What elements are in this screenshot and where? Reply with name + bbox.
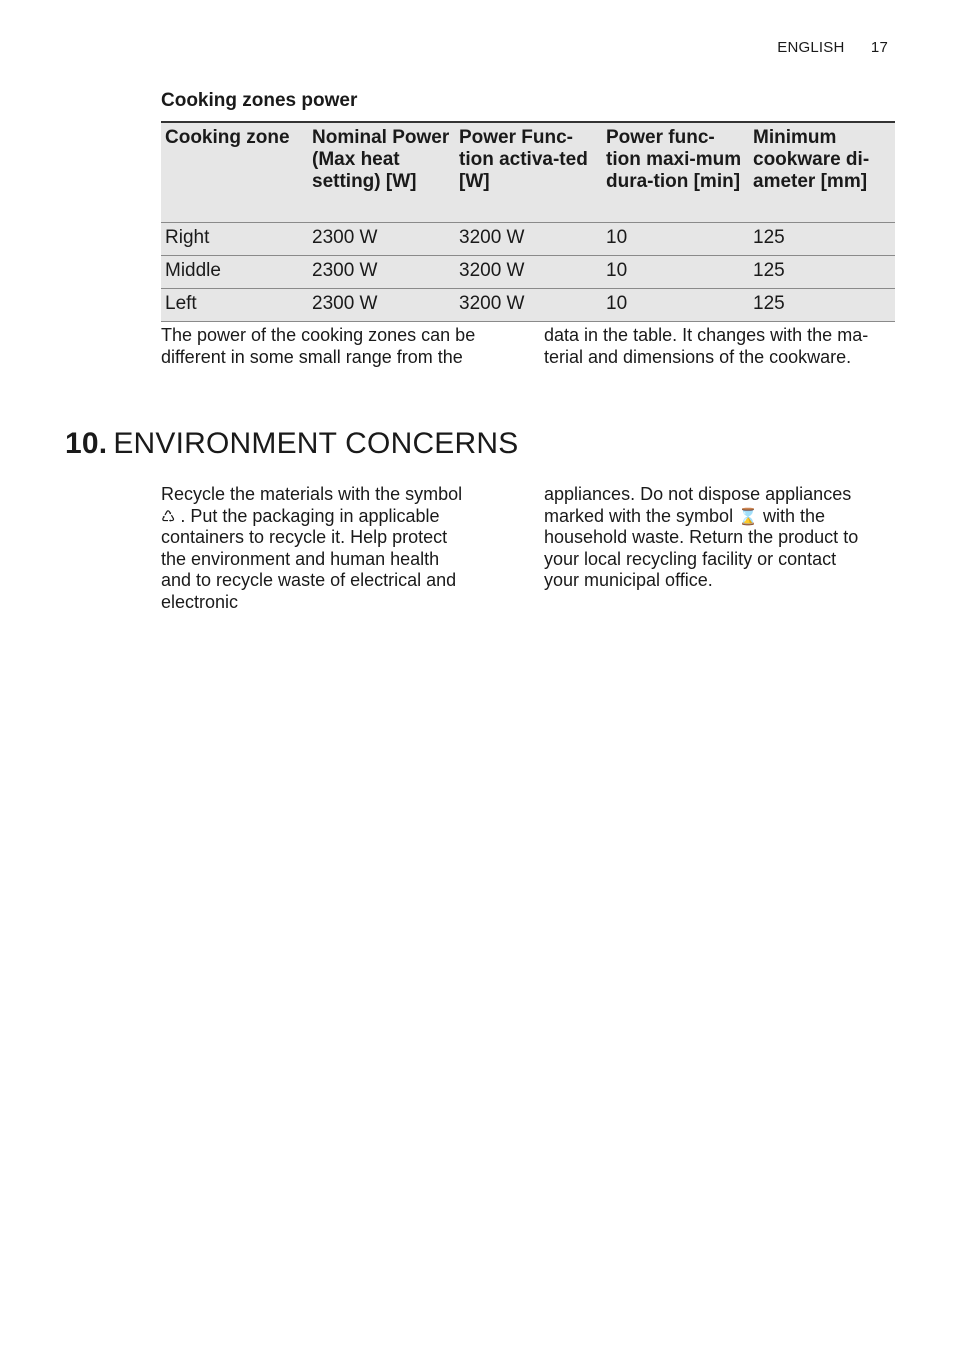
crossed-bin-icon: ⌛ — [738, 506, 759, 526]
table-header-row — [161, 122, 895, 223]
environment-text-right-part2: with the household waste. Return the product to your local recycling facility or contact your municipal office. — [544, 505, 859, 591]
page-number: 17 — [870, 39, 888, 56]
table-row — [161, 256, 895, 289]
header-nominal-power: Nominal Power (Max heat setting) [W] — [308, 122, 455, 223]
chapter-title: ENVIRONMENT CONCERNS — [113, 427, 519, 460]
cell-zone: Middle — [161, 256, 308, 289]
power-note-right: data in the table. It changes with the ma-terial and dimensions of the cookware. — [544, 325, 869, 367]
header-language: ENGLISH — [777, 39, 845, 56]
environment-text-left-part2: . Put the packaging in applicable containers to recycle it. Help protect the environment and human health and to recycle waste of electrical and electronic — [161, 505, 457, 612]
cell-nominal-power: 2300 W — [308, 256, 455, 289]
cell-zone: Left — [161, 289, 308, 322]
cell-duration: 10 — [602, 289, 749, 322]
chapter-heading — [65, 427, 518, 461]
environment-text-right — [544, 484, 874, 592]
cell-zone: Right — [161, 223, 308, 256]
cell-power-function: 3200 W — [455, 223, 602, 256]
cell-diameter: 125 — [749, 223, 895, 256]
cell-nominal-power: 2300 W — [308, 223, 455, 256]
cell-nominal-power: 2300 W — [308, 289, 455, 322]
table-row — [161, 223, 895, 256]
power-note-left: The power of the cooking zones can be different in some small range from the — [161, 325, 476, 367]
recycle-symbol-icon: ♺ — [161, 506, 176, 526]
header-cooking-zone: Cooking zone — [161, 122, 308, 223]
cooking-zones-table — [161, 121, 895, 322]
environment-text-right-part1: appliances. Do not dispose appliances marked with the symbol — [544, 484, 852, 526]
cell-duration: 10 — [602, 256, 749, 289]
environment-text-left — [161, 484, 471, 614]
cell-power-function: 3200 W — [455, 256, 602, 289]
header-minimum-cookware-diameter: Minimum cookware di-ameter [mm] — [749, 122, 895, 223]
header-power-function-duration: Power func-tion maxi-mum dura-tion [min] — [602, 122, 749, 223]
section-title: Cooking zones power — [161, 90, 358, 111]
chapter-number: 10. — [65, 427, 108, 460]
environment-text-left-part1: Recycle the materials with the symbol — [161, 484, 463, 504]
table-row — [161, 289, 895, 322]
cell-diameter: 125 — [749, 256, 895, 289]
page-header — [777, 39, 888, 56]
cell-duration: 10 — [602, 223, 749, 256]
cell-diameter: 125 — [749, 289, 895, 322]
header-power-function-activated: Power Func-tion activa-ted [W] — [455, 122, 602, 223]
cell-power-function: 3200 W — [455, 289, 602, 322]
